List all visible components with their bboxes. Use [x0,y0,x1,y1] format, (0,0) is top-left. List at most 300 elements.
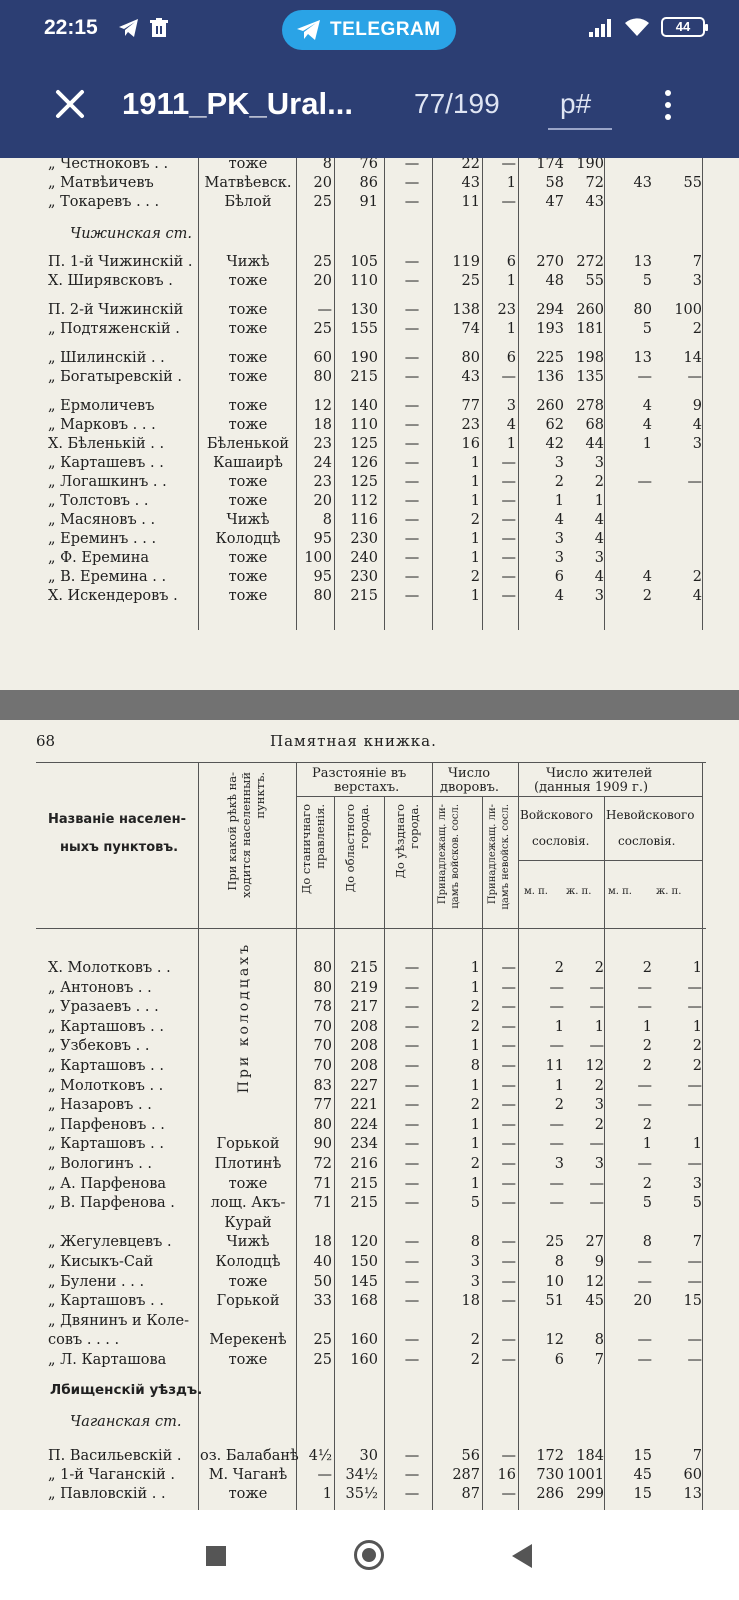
cell-y1: 8 [470,1234,480,1251]
cell-y2: 6 [506,350,516,366]
cell-a2: 190 [576,158,604,172]
cell-d2: 112 [350,493,378,509]
cell-d1: 50 [313,1273,332,1290]
cell-y1: 1 [470,1077,480,1094]
cell-loc: Чижѣ [226,512,270,528]
cell-loc: Мерекенѣ [209,1332,287,1349]
header-river: При какой рѣкѣ на- [225,772,239,891]
cell-d2: 230 [350,531,378,547]
cell-d3: — [404,979,420,996]
cell-d2: 105 [350,254,378,270]
cell-a4: 7 [692,254,702,270]
cell-loc: Горькой [216,1136,280,1153]
cell-d1: — [317,1467,332,1483]
cell-y2: — [501,1077,516,1094]
more-menu-icon[interactable] [660,86,676,124]
cell-a1: 730 [536,1467,564,1483]
cell-a1: 25 [545,1234,564,1251]
cell-a2: 55 [585,273,604,289]
cell-a3: — [637,1077,652,1094]
cell-d1: 18 [313,1234,332,1251]
cell-y1: 25 [461,273,480,289]
cell-a3: 15 [633,1448,652,1464]
cell-name: „ Ермоличевъ [48,398,155,414]
cell-d1: 25 [313,254,332,270]
header-river-2: ходится населенный [239,772,253,898]
back-icon[interactable] [512,1544,532,1568]
cell-d1: 72 [313,1156,332,1172]
cell-a3: — [637,1332,652,1349]
cell-a3: 1 [642,1018,652,1035]
cell-loc: тоже [228,474,268,490]
cell-a1: 1 [554,1077,564,1094]
cell-d3: — [404,455,420,471]
cell-loc: Курай [224,1214,272,1231]
cell-y1: 1 [470,1175,480,1192]
cell-y1: 56 [461,1448,480,1464]
cell-a2: 278 [576,398,604,414]
cell-y1: 2 [470,1156,480,1172]
cell-d1: 71 [313,1195,332,1212]
cell-d2: 208 [350,1018,378,1035]
cell-loc: тоже [228,273,268,289]
cell-d1: 80 [313,979,332,996]
cell-y2: — [501,999,516,1016]
cell-a4: 2 [692,1058,702,1074]
cell-name: „ Логашкинъ . . [48,474,167,490]
cell-y2: — [501,1273,516,1290]
cell-a4: 100 [674,302,702,318]
cell-a1: 6 [554,569,564,585]
cell-d3: — [404,350,420,366]
status-bar [0,0,739,56]
cell-a1: 260 [536,398,564,414]
cell-y2: 1 [506,273,516,289]
cell-name: „ Марковъ . . . [48,417,156,433]
table-row [0,1486,739,1508]
battery-icon: 44 [661,17,705,37]
header-yards-2: дворовъ. [440,780,500,795]
cell-d3: — [404,1467,420,1483]
cell-d3: — [404,1332,420,1349]
cell-a4: 2 [692,1038,702,1055]
cell-name: „ Карташовъ . . [48,1293,164,1310]
cell-d1: — [317,302,332,318]
recents-icon[interactable] [206,1546,226,1566]
cell-a2: — [589,979,604,996]
cell-d2: 215 [350,588,378,604]
cell-a2: 12 [585,1058,604,1074]
cell-d1: 77 [313,1097,332,1114]
cell-y2: — [501,1058,516,1074]
cell-a3: — [637,999,652,1016]
cell-y1: 16 [461,436,480,452]
cell-a4: 7 [692,1448,702,1464]
cell-d3: — [404,1195,420,1212]
cell-d3: — [404,1273,420,1290]
cell-d1: 25 [313,321,332,337]
cell-d2: 230 [350,569,378,585]
cell-a2: 299 [576,1486,604,1502]
cell-d2: 221 [350,1097,378,1114]
cell-y2: — [501,1116,516,1133]
cell-a3: 2 [642,1116,652,1133]
cell-a4: 1 [692,1018,702,1035]
cell-name: „ В. Парфенова . [48,1195,175,1212]
cell-name: „ Карташовъ . . [48,1058,164,1074]
cell-d1: 4½ [308,1448,332,1464]
table-row [0,273,739,295]
cell-name: „ Уразаевъ . . . [48,999,159,1016]
cell-a3: 43 [633,175,652,191]
cell-a1: 286 [536,1486,564,1502]
cell-a4: — [687,1156,702,1172]
cell-name: „ Кисыкъ-Сай [48,1254,154,1270]
cell-y2: — [501,1352,516,1368]
cell-y2: — [501,979,516,996]
header-dist-oblast-2: города. [357,804,371,849]
cell-y1: 138 [452,302,480,318]
header-military: Войскового [520,808,593,822]
cell-a2: 4 [594,531,604,547]
cell-y1: 1 [470,550,480,566]
cell-y1: 2 [470,1097,480,1114]
cell-loc: Чижѣ [226,1234,270,1251]
cell-name: „ Булени . . . [48,1273,145,1290]
cell-name: Х. Искендеровъ . [48,588,178,604]
cell-y2: 4 [506,417,516,433]
cell-loc: Кашаирѣ [213,455,283,471]
cell-name: „ Вологинъ . . [48,1156,153,1172]
cell-a4: — [687,474,702,490]
cell-name: „ Ереминъ . . . [48,531,157,547]
cell-d1: 20 [313,175,332,191]
cell-d2: 190 [350,350,378,366]
cell-d3: — [404,436,420,452]
cell-y2: — [501,1448,516,1464]
cell-a4: 13 [683,1486,702,1502]
district-heading: Лбищенскій уѣздъ. [50,1382,203,1398]
cell-a4: — [687,999,702,1016]
page-gap [0,690,739,720]
cell-name: „ Ф. Еремина [48,550,150,566]
cell-d2: 234 [350,1136,378,1153]
cell-a4: 1 [692,960,702,976]
cell-d3: — [404,1018,420,1035]
cell-d2: 116 [350,512,378,528]
cell-name: „ Двянинъ и Коле- [48,1312,189,1329]
cell-name: „ Шилинскій . . [48,350,165,366]
cell-d3: — [404,1097,420,1114]
table-row [0,321,739,343]
cell-d3: — [404,1293,420,1310]
cell-loc: Чижѣ [226,254,270,270]
cell-name: „ Карташовъ . . [48,1018,164,1035]
cell-a3: 2 [642,1038,652,1055]
cell-y2: 1 [506,175,516,191]
cell-a1: 136 [536,369,564,385]
cell-y1: 1 [470,1116,480,1133]
cell-a3: 13 [633,350,652,366]
cell-d1: 80 [313,369,332,385]
cell-name: „ Жегулевцевъ . [48,1234,172,1251]
cell-d2: 227 [350,1077,378,1094]
cell-name: „ Антоновъ . . [48,979,152,996]
cell-a1: — [549,979,564,996]
header-yards: Число [448,766,491,781]
cell-y1: 23 [461,417,480,433]
cell-y1: 87 [461,1486,480,1502]
cell-d3: — [404,1136,420,1153]
cell-a3: — [637,474,652,490]
cell-a2: 3 [594,455,604,471]
page-counter: 77/199 [414,88,500,119]
cell-a3: 45 [633,1467,652,1483]
cell-a2: 3 [594,1156,604,1172]
cell-a2: 72 [585,175,604,191]
cell-a2: 3 [594,1097,604,1114]
cell-d1: 25 [313,1332,332,1349]
cell-name: совъ . . . . [48,1332,120,1349]
cell-loc: оз. Балабанѣ [200,1448,299,1464]
cell-a3: 1 [642,1136,652,1153]
cell-a2: — [589,1038,604,1055]
cell-a4: 3 [692,436,702,452]
cell-d3: — [404,960,420,976]
cell-d2: 217 [350,999,378,1016]
cell-a3: 2 [642,1175,652,1192]
cell-name: „ Л. Карташова [48,1352,167,1368]
cell-a4: — [687,1254,702,1270]
cell-d2: 76 [359,158,378,172]
cell-a1: — [549,1175,564,1192]
cell-a1: 4 [554,588,564,604]
cell-a1: — [549,999,564,1016]
header-dist-uezd: До уѣзднаго [393,804,407,879]
cell-d2: 120 [350,1234,378,1251]
document-title: 1911_PK_Ural... [122,86,353,121]
cell-loc: тоже [228,588,268,604]
cell-d3: — [404,1116,420,1133]
cell-d1: 80 [313,1116,332,1133]
header-dist-uezd-2: города. [407,804,421,849]
cell-d2: 208 [350,1058,378,1074]
header-dist-oblast: До областного [343,804,357,893]
cell-a2: 27 [585,1234,604,1251]
cell-a2: 181 [576,321,604,337]
cell-y2: — [501,1486,516,1502]
cell-a2: 4 [594,569,604,585]
cell-a4: — [687,1352,702,1368]
cell-a1: 2 [554,474,564,490]
header-river-3: пунктъ. [253,772,267,819]
cell-d3: — [404,1077,420,1094]
cell-a3: 2 [642,960,652,976]
cell-name: „ Карташевъ . . [48,455,164,471]
cell-a3: — [637,1097,652,1114]
cell-loc: тоже [228,1352,268,1368]
header-yard-civ: Принадлежащ. ли- [487,804,498,905]
telegram-call-pill[interactable] [282,10,456,50]
cell-a3: 20 [633,1293,652,1310]
header-civil-2: сословія. [618,834,676,848]
cell-d3: — [404,321,420,337]
cell-y1: 1 [470,979,480,996]
cell-y2: — [501,474,516,490]
cell-d2: 155 [350,321,378,337]
cell-y1: 1 [470,531,480,547]
table-row [0,1352,739,1374]
cell-loc: тоже [228,417,268,433]
cell-y1: 1 [470,588,480,604]
cell-name: „ Карташовъ . . [48,1136,164,1153]
cell-a2: — [589,1195,604,1212]
cell-name: „ Масяновъ . . [48,512,156,528]
cell-a3: — [637,1273,652,1290]
cell-loc: Бѣленькой [206,436,290,452]
cell-y1: 2 [470,1018,480,1035]
header-name-2: ныхъ пунктовъ. [60,840,179,855]
page-scan-current [0,720,739,1510]
header-dist-stanitsa: До станичнаго [299,804,313,894]
cell-d2: 86 [359,175,378,191]
cell-a4: 5 [692,1195,702,1212]
cell-y1: 11 [461,194,480,210]
cell-y1: 2 [470,1352,480,1368]
status-time: 22:15 [44,16,98,39]
cell-a2: 9 [594,1254,604,1270]
cell-a3: — [637,369,652,385]
cell-a4: 3 [692,1175,702,1192]
cell-y1: 119 [452,254,480,270]
viewer-toolbar [0,56,739,158]
cell-a1: 2 [554,1097,564,1114]
header-residents-2: (данныя 1909 г.) [534,780,649,795]
header-yard-mil: Принадлежащ. ли- [437,804,448,905]
cell-d2: 140 [350,398,378,414]
header-name: Названіе населен- [48,812,186,827]
cell-a3: 1 [642,436,652,452]
cell-a1: 294 [536,302,564,318]
cell-d3: — [404,398,420,414]
cell-a1: 11 [545,1058,564,1074]
cell-name: „ В. Еремина . . [48,569,167,585]
cell-d2: 168 [350,1293,378,1310]
document-viewer[interactable] [0,158,739,1510]
system-status [565,16,705,40]
cell-loc: тоже [228,158,268,172]
cell-name: „ Честноковъ . . [48,158,169,172]
cell-y1: 1 [470,960,480,976]
cell-a2: 3 [594,550,604,566]
cell-name: „ Матвѣичевъ [48,175,154,191]
home-icon[interactable] [354,1540,384,1570]
cell-y1: 3 [470,1254,480,1270]
cell-d2: 125 [350,436,378,452]
table-row [0,369,739,391]
cell-a1: 193 [536,321,564,337]
cell-a4: 2 [692,569,702,585]
cell-a4: 1 [692,1136,702,1153]
cell-d3: — [404,302,420,318]
cell-d3: — [404,1156,420,1172]
cell-loc: лощ. Акъ- [210,1195,286,1212]
cell-d1: 100 [304,550,332,566]
cell-d1: 25 [313,1352,332,1368]
cell-d2: 224 [350,1116,378,1133]
cell-loc: тоже [228,1486,268,1502]
cell-a3: 2 [642,1058,652,1074]
cell-name: „ Богатыревскій . [48,369,183,385]
cell-d3: — [404,569,420,585]
cell-y2: — [501,1018,516,1035]
cell-y2: — [501,194,516,210]
cell-d1: 71 [313,1175,332,1192]
cell-a2: 7 [594,1352,604,1368]
cell-d1: 60 [313,350,332,366]
cell-a2: 2 [594,1077,604,1094]
cell-y2: 6 [506,254,516,270]
header-male: м. п. [524,886,548,897]
cell-loc: Бѣлой [224,194,272,210]
header-dist-stanitsa-2: правленія. [313,804,327,869]
cell-a2: 12 [585,1273,604,1290]
cell-y2: — [501,1234,516,1251]
cell-a1: 6 [554,1352,564,1368]
cell-y1: 287 [452,1467,480,1483]
cell-name: Х. Бѣленькій . . [48,436,165,452]
cell-a1: 225 [536,350,564,366]
cell-a4: 3 [692,273,702,289]
cell-a1: 172 [536,1448,564,1464]
signal-icon [589,17,615,37]
cell-a4: 4 [692,588,702,604]
header-female-2: ж. п. [656,886,682,897]
cell-d2: 150 [350,1254,378,1270]
cell-a1: — [549,1116,564,1133]
cell-a3: — [637,979,652,996]
cell-y1: 74 [461,321,480,337]
cell-name: П. Васильевскій . [48,1448,182,1464]
cell-d1: 95 [313,531,332,547]
cell-a1: 48 [545,273,564,289]
cell-y2: 1 [506,436,516,452]
cell-d3: — [404,254,420,270]
cell-a3: — [637,1352,652,1368]
telegram-notification-icon [118,18,140,38]
cell-y1: 8 [470,1058,480,1074]
cell-y2: — [501,1136,516,1153]
cell-d3: — [404,273,420,289]
cell-y2: — [501,1175,516,1192]
cell-d1: 83 [313,1077,332,1094]
close-icon[interactable] [54,88,86,120]
cell-d1: 18 [313,417,332,433]
cell-a2: 272 [576,254,604,270]
goto-page-button[interactable] [548,82,612,130]
cell-y2: — [501,960,516,976]
cell-a2: 135 [576,369,604,385]
cell-d3: — [404,158,420,172]
cell-y2: — [501,369,516,385]
cell-name: Х. Молотковъ . . [48,960,171,976]
header-civil: Невойскового [606,808,695,822]
cell-a1: 3 [554,531,564,547]
cell-d1: 20 [313,493,332,509]
cell-d1: 25 [313,194,332,210]
cell-y1: 2 [470,999,480,1016]
cell-a1: 42 [545,436,564,452]
